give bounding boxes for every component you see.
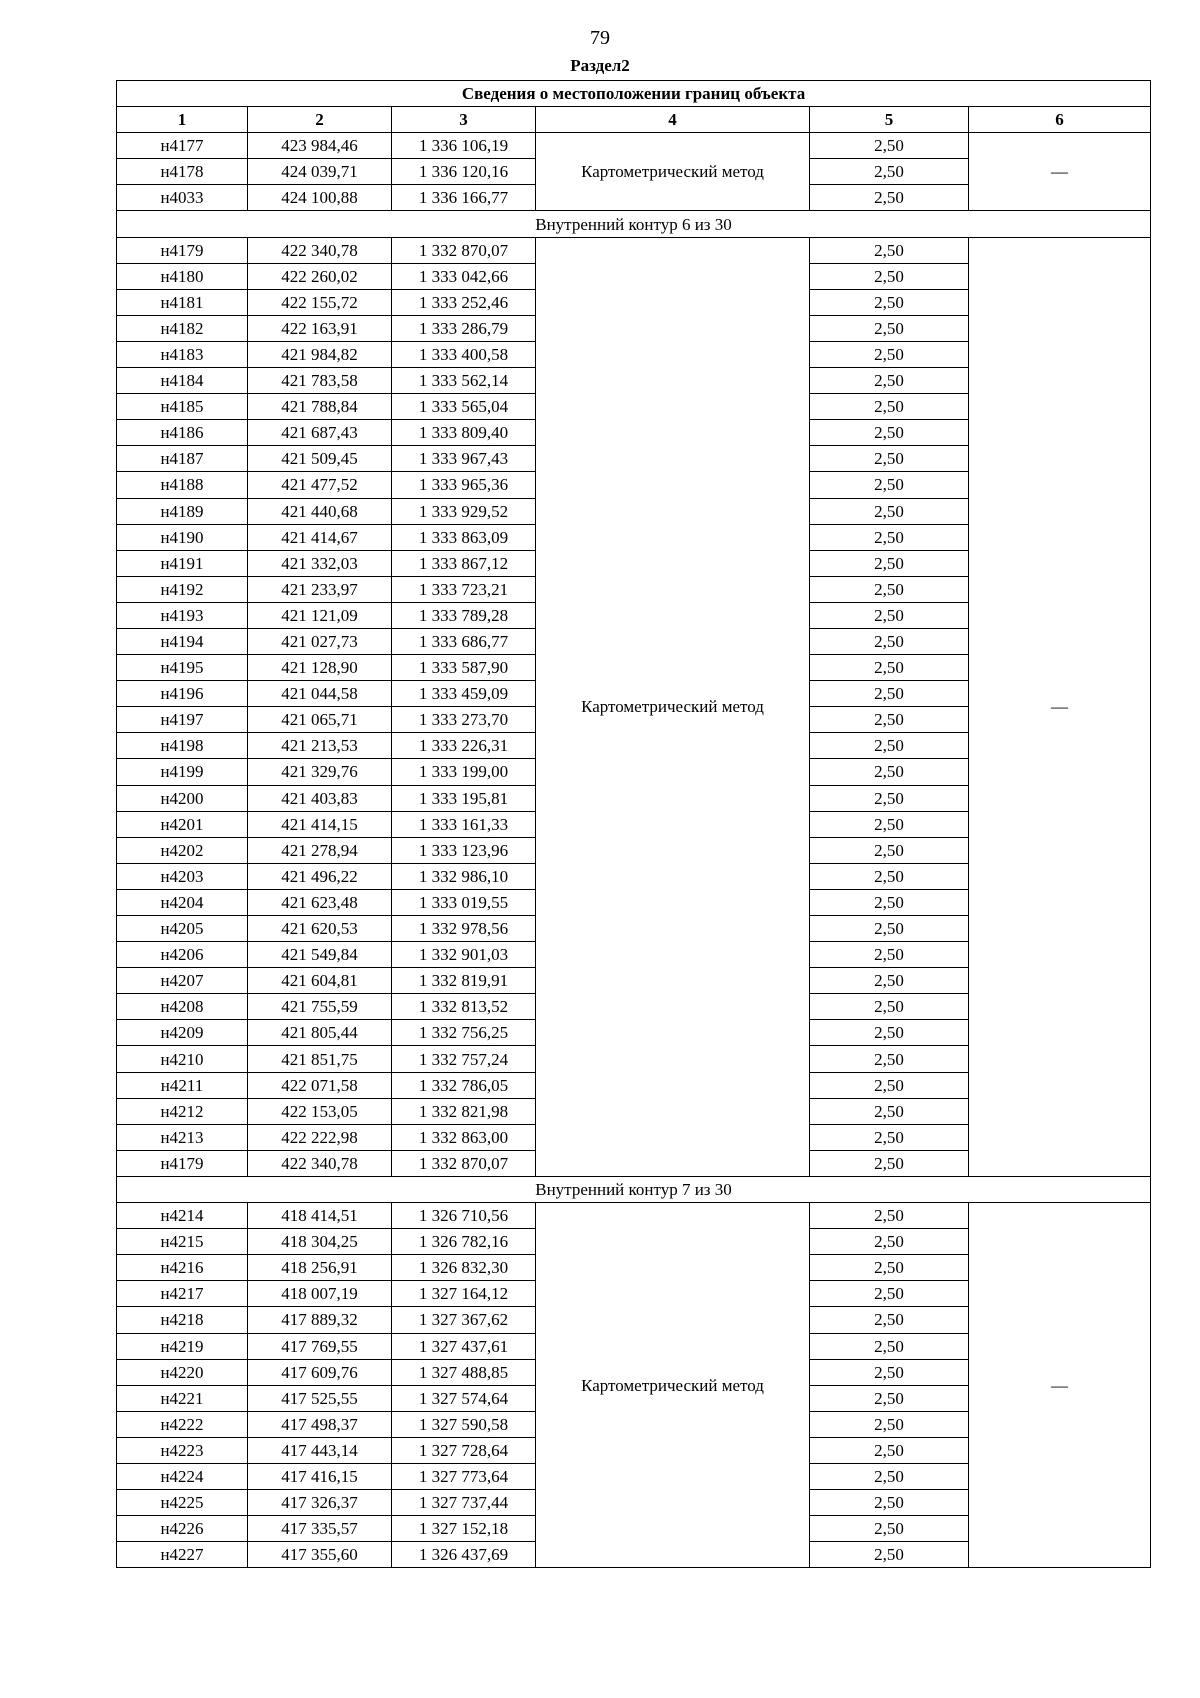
y-coordinate-cell: 1 333 400,58 [392, 341, 536, 367]
x-coordinate-cell: 422 222,98 [248, 1124, 392, 1150]
y-coordinate-cell: 1 333 686,77 [392, 628, 536, 654]
accuracy-cell: 2,50 [810, 707, 969, 733]
x-coordinate-cell: 421 687,43 [248, 420, 392, 446]
point-name-cell: н4182 [117, 315, 248, 341]
x-coordinate-cell: 417 355,60 [248, 1542, 392, 1568]
point-name-cell: н4186 [117, 420, 248, 446]
accuracy-cell: 2,50 [810, 916, 969, 942]
point-name-cell: н4197 [117, 707, 248, 733]
method-cell: Картометрический метод [536, 237, 810, 1176]
note-cell: — [969, 237, 1151, 1176]
accuracy-cell: 2,50 [810, 1098, 969, 1124]
column-header-1: 1 [117, 107, 248, 133]
accuracy-cell: 2,50 [810, 889, 969, 915]
column-header-3: 3 [392, 107, 536, 133]
x-coordinate-cell: 422 260,02 [248, 263, 392, 289]
point-name-cell: н4189 [117, 498, 248, 524]
table-body [117, 81, 1151, 1568]
point-name-cell: н4200 [117, 785, 248, 811]
x-coordinate-cell: 421 414,67 [248, 524, 392, 550]
x-coordinate-cell: 421 278,94 [248, 837, 392, 863]
x-coordinate-cell: 421 044,58 [248, 681, 392, 707]
point-name-cell: н4222 [117, 1411, 248, 1437]
point-name-cell: н4192 [117, 576, 248, 602]
accuracy-cell: 2,50 [810, 498, 969, 524]
x-coordinate-cell: 418 007,19 [248, 1281, 392, 1307]
x-coordinate-cell: 421 549,84 [248, 942, 392, 968]
point-name-cell: н4214 [117, 1203, 248, 1229]
accuracy-cell: 2,50 [810, 1072, 969, 1098]
accuracy-cell: 2,50 [810, 1333, 969, 1359]
y-coordinate-cell: 1 333 562,14 [392, 368, 536, 394]
x-coordinate-cell: 421 027,73 [248, 628, 392, 654]
accuracy-cell: 2,50 [810, 759, 969, 785]
y-coordinate-cell: 1 327 773,64 [392, 1463, 536, 1489]
point-name-cell: н4213 [117, 1124, 248, 1150]
accuracy-cell: 2,50 [810, 550, 969, 576]
point-name-cell: н4191 [117, 550, 248, 576]
method-cell: Картометрический метод [536, 1203, 810, 1568]
x-coordinate-cell: 424 100,88 [248, 185, 392, 211]
y-coordinate-cell: 1 332 870,07 [392, 1150, 536, 1176]
point-name-cell: н4204 [117, 889, 248, 915]
page-number: 79 [590, 27, 610, 49]
column-header-row [117, 107, 1151, 133]
y-coordinate-cell: 1 327 737,44 [392, 1490, 536, 1516]
accuracy-cell: 2,50 [810, 263, 969, 289]
point-name-cell: н4180 [117, 263, 248, 289]
table-caption: Сведения о местоположении границ объекта [117, 81, 1151, 107]
point-name-cell: н4177 [117, 133, 248, 159]
point-name-cell: н4226 [117, 1516, 248, 1542]
point-name-cell: н4187 [117, 446, 248, 472]
point-name-cell: н4225 [117, 1490, 248, 1516]
x-coordinate-cell: 422 071,58 [248, 1072, 392, 1098]
x-coordinate-cell: 417 443,14 [248, 1437, 392, 1463]
x-coordinate-cell: 422 340,78 [248, 237, 392, 263]
x-coordinate-cell: 423 984,46 [248, 133, 392, 159]
accuracy-cell: 2,50 [810, 133, 969, 159]
point-name-cell: н4207 [117, 968, 248, 994]
y-coordinate-cell: 1 333 199,00 [392, 759, 536, 785]
point-name-cell: н4203 [117, 863, 248, 889]
x-coordinate-cell: 421 440,68 [248, 498, 392, 524]
section-title: Раздел2 [570, 56, 630, 75]
x-coordinate-cell: 417 609,76 [248, 1359, 392, 1385]
accuracy-cell: 2,50 [810, 524, 969, 550]
y-coordinate-cell: 1 327 590,58 [392, 1411, 536, 1437]
x-coordinate-cell: 421 783,58 [248, 368, 392, 394]
accuracy-cell: 2,50 [810, 185, 969, 211]
point-name-cell: н4179 [117, 237, 248, 263]
caption-row [117, 81, 1151, 107]
y-coordinate-cell: 1 332 757,24 [392, 1046, 536, 1072]
accuracy-cell: 2,50 [810, 785, 969, 811]
y-coordinate-cell: 1 332 901,03 [392, 942, 536, 968]
x-coordinate-cell: 422 153,05 [248, 1098, 392, 1124]
point-name-cell: н4217 [117, 1281, 248, 1307]
y-coordinate-cell: 1 333 019,55 [392, 889, 536, 915]
y-coordinate-cell: 1 332 786,05 [392, 1072, 536, 1098]
point-name-cell: н4190 [117, 524, 248, 550]
accuracy-cell: 2,50 [810, 446, 969, 472]
point-name-cell: н4223 [117, 1437, 248, 1463]
column-header-5: 5 [810, 107, 969, 133]
x-coordinate-cell: 421 065,71 [248, 707, 392, 733]
point-name-cell: н4178 [117, 159, 248, 185]
x-coordinate-cell: 421 805,44 [248, 1020, 392, 1046]
y-coordinate-cell: 1 333 161,33 [392, 811, 536, 837]
x-coordinate-cell: 422 340,78 [248, 1150, 392, 1176]
x-coordinate-cell: 421 851,75 [248, 1046, 392, 1072]
x-coordinate-cell: 421 788,84 [248, 394, 392, 420]
x-coordinate-cell: 417 335,57 [248, 1516, 392, 1542]
x-coordinate-cell: 418 414,51 [248, 1203, 392, 1229]
accuracy-cell: 2,50 [810, 942, 969, 968]
note-cell: — [969, 133, 1151, 211]
y-coordinate-cell: 1 326 782,16 [392, 1229, 536, 1255]
y-coordinate-cell: 1 333 286,79 [392, 315, 536, 341]
y-coordinate-cell: 1 333 565,04 [392, 394, 536, 420]
x-coordinate-cell: 422 163,91 [248, 315, 392, 341]
y-coordinate-cell: 1 332 821,98 [392, 1098, 536, 1124]
y-coordinate-cell: 1 333 123,96 [392, 837, 536, 863]
accuracy-cell: 2,50 [810, 420, 969, 446]
point-name-cell: н4196 [117, 681, 248, 707]
y-coordinate-cell: 1 333 809,40 [392, 420, 536, 446]
accuracy-cell: 2,50 [810, 1463, 969, 1489]
point-name-cell: н4218 [117, 1307, 248, 1333]
y-coordinate-cell: 1 333 863,09 [392, 524, 536, 550]
y-coordinate-cell: 1 333 965,36 [392, 472, 536, 498]
x-coordinate-cell: 421 623,48 [248, 889, 392, 915]
point-name-cell: н4210 [117, 1046, 248, 1072]
y-coordinate-cell: 1 333 252,46 [392, 289, 536, 315]
table-row [117, 133, 1151, 159]
x-coordinate-cell: 421 984,82 [248, 341, 392, 367]
y-coordinate-cell: 1 332 978,56 [392, 916, 536, 942]
point-name-cell: н4220 [117, 1359, 248, 1385]
accuracy-cell: 2,50 [810, 341, 969, 367]
accuracy-cell: 2,50 [810, 289, 969, 315]
y-coordinate-cell: 1 333 459,09 [392, 681, 536, 707]
contour-title-row [117, 1176, 1151, 1202]
point-name-cell: н4221 [117, 1385, 248, 1411]
x-coordinate-cell: 417 498,37 [248, 1411, 392, 1437]
accuracy-cell: 2,50 [810, 655, 969, 681]
y-coordinate-cell: 1 333 867,12 [392, 550, 536, 576]
accuracy-cell: 2,50 [810, 811, 969, 837]
y-coordinate-cell: 1 332 756,25 [392, 1020, 536, 1046]
accuracy-cell: 2,50 [810, 472, 969, 498]
y-coordinate-cell: 1 326 710,56 [392, 1203, 536, 1229]
table-row [117, 237, 1151, 263]
point-name-cell: н4194 [117, 628, 248, 654]
x-coordinate-cell: 417 416,15 [248, 1463, 392, 1489]
column-header-4: 4 [536, 107, 810, 133]
y-coordinate-cell: 1 333 723,21 [392, 576, 536, 602]
accuracy-cell: 2,50 [810, 1229, 969, 1255]
y-coordinate-cell: 1 333 929,52 [392, 498, 536, 524]
x-coordinate-cell: 421 128,90 [248, 655, 392, 681]
x-coordinate-cell: 421 477,52 [248, 472, 392, 498]
accuracy-cell: 2,50 [810, 733, 969, 759]
point-name-cell: н4219 [117, 1333, 248, 1359]
column-header-6: 6 [969, 107, 1151, 133]
x-coordinate-cell: 422 155,72 [248, 289, 392, 315]
x-coordinate-cell: 417 889,32 [248, 1307, 392, 1333]
accuracy-cell: 2,50 [810, 1359, 969, 1385]
point-name-cell: н4227 [117, 1542, 248, 1568]
accuracy-cell: 2,50 [810, 1516, 969, 1542]
table-row [117, 1203, 1151, 1229]
method-cell: Картометрический метод [536, 133, 810, 211]
x-coordinate-cell: 418 304,25 [248, 1229, 392, 1255]
accuracy-cell: 2,50 [810, 1020, 969, 1046]
y-coordinate-cell: 1 332 870,07 [392, 237, 536, 263]
point-name-cell: н4215 [117, 1229, 248, 1255]
point-name-cell: н4208 [117, 994, 248, 1020]
point-name-cell: н4212 [117, 1098, 248, 1124]
accuracy-cell: 2,50 [810, 1437, 969, 1463]
x-coordinate-cell: 421 329,76 [248, 759, 392, 785]
x-coordinate-cell: 421 233,97 [248, 576, 392, 602]
x-coordinate-cell: 421 496,22 [248, 863, 392, 889]
point-name-cell: н4179 [117, 1150, 248, 1176]
y-coordinate-cell: 1 327 164,12 [392, 1281, 536, 1307]
x-coordinate-cell: 418 256,91 [248, 1255, 392, 1281]
point-name-cell: н4211 [117, 1072, 248, 1098]
x-coordinate-cell: 421 332,03 [248, 550, 392, 576]
point-name-cell: н4205 [117, 916, 248, 942]
point-name-cell: н4209 [117, 1020, 248, 1046]
point-name-cell: н4185 [117, 394, 248, 420]
y-coordinate-cell: 1 333 789,28 [392, 602, 536, 628]
point-name-cell: н4193 [117, 602, 248, 628]
x-coordinate-cell: 424 039,71 [248, 159, 392, 185]
x-coordinate-cell: 421 213,53 [248, 733, 392, 759]
point-name-cell: н4202 [117, 837, 248, 863]
x-coordinate-cell: 421 509,45 [248, 446, 392, 472]
accuracy-cell: 2,50 [810, 368, 969, 394]
point-name-cell: н4033 [117, 185, 248, 211]
y-coordinate-cell: 1 333 042,66 [392, 263, 536, 289]
y-coordinate-cell: 1 332 863,00 [392, 1124, 536, 1150]
accuracy-cell: 2,50 [810, 1307, 969, 1333]
point-name-cell: н4198 [117, 733, 248, 759]
accuracy-cell: 2,50 [810, 602, 969, 628]
accuracy-cell: 2,50 [810, 237, 969, 263]
accuracy-cell: 2,50 [810, 159, 969, 185]
accuracy-cell: 2,50 [810, 1150, 969, 1176]
point-name-cell: н4201 [117, 811, 248, 837]
x-coordinate-cell: 417 769,55 [248, 1333, 392, 1359]
x-coordinate-cell: 421 755,59 [248, 994, 392, 1020]
accuracy-cell: 2,50 [810, 1385, 969, 1411]
accuracy-cell: 2,50 [810, 1124, 969, 1150]
accuracy-cell: 2,50 [810, 1255, 969, 1281]
accuracy-cell: 2,50 [810, 576, 969, 602]
point-name-cell: н4216 [117, 1255, 248, 1281]
x-coordinate-cell: 421 403,83 [248, 785, 392, 811]
point-name-cell: н4188 [117, 472, 248, 498]
y-coordinate-cell: 1 333 195,81 [392, 785, 536, 811]
y-coordinate-cell: 1 327 728,64 [392, 1437, 536, 1463]
y-coordinate-cell: 1 327 152,18 [392, 1516, 536, 1542]
y-coordinate-cell: 1 327 574,64 [392, 1385, 536, 1411]
boundary-coordinates-table [116, 80, 1151, 1568]
x-coordinate-cell: 417 525,55 [248, 1385, 392, 1411]
point-name-cell: н4224 [117, 1463, 248, 1489]
accuracy-cell: 2,50 [810, 1203, 969, 1229]
point-name-cell: н4199 [117, 759, 248, 785]
point-name-cell: н4206 [117, 942, 248, 968]
contour-title: Внутренний контур 6 из 30 [117, 211, 1151, 237]
y-coordinate-cell: 1 327 488,85 [392, 1359, 536, 1385]
accuracy-cell: 2,50 [810, 994, 969, 1020]
y-coordinate-cell: 1 336 166,77 [392, 185, 536, 211]
accuracy-cell: 2,50 [810, 1411, 969, 1437]
point-name-cell: н4195 [117, 655, 248, 681]
accuracy-cell: 2,50 [810, 1281, 969, 1307]
y-coordinate-cell: 1 333 587,90 [392, 655, 536, 681]
y-coordinate-cell: 1 326 832,30 [392, 1255, 536, 1281]
y-coordinate-cell: 1 332 813,52 [392, 994, 536, 1020]
y-coordinate-cell: 1 336 120,16 [392, 159, 536, 185]
accuracy-cell: 2,50 [810, 1046, 969, 1072]
column-header-2: 2 [248, 107, 392, 133]
x-coordinate-cell: 421 620,53 [248, 916, 392, 942]
accuracy-cell: 2,50 [810, 837, 969, 863]
point-name-cell: н4183 [117, 341, 248, 367]
y-coordinate-cell: 1 332 986,10 [392, 863, 536, 889]
y-coordinate-cell: 1 336 106,19 [392, 133, 536, 159]
contour-title: Внутренний контур 7 из 30 [117, 1176, 1151, 1202]
y-coordinate-cell: 1 333 226,31 [392, 733, 536, 759]
x-coordinate-cell: 421 604,81 [248, 968, 392, 994]
accuracy-cell: 2,50 [810, 863, 969, 889]
y-coordinate-cell: 1 326 437,69 [392, 1542, 536, 1568]
point-name-cell: н4181 [117, 289, 248, 315]
x-coordinate-cell: 417 326,37 [248, 1490, 392, 1516]
x-coordinate-cell: 421 414,15 [248, 811, 392, 837]
point-name-cell: н4184 [117, 368, 248, 394]
contour-title-row [117, 211, 1151, 237]
accuracy-cell: 2,50 [810, 315, 969, 341]
accuracy-cell: 2,50 [810, 628, 969, 654]
note-cell: — [969, 1203, 1151, 1568]
accuracy-cell: 2,50 [810, 1542, 969, 1568]
y-coordinate-cell: 1 332 819,91 [392, 968, 536, 994]
x-coordinate-cell: 421 121,09 [248, 602, 392, 628]
y-coordinate-cell: 1 333 967,43 [392, 446, 536, 472]
accuracy-cell: 2,50 [810, 394, 969, 420]
accuracy-cell: 2,50 [810, 968, 969, 994]
y-coordinate-cell: 1 327 437,61 [392, 1333, 536, 1359]
accuracy-cell: 2,50 [810, 681, 969, 707]
y-coordinate-cell: 1 333 273,70 [392, 707, 536, 733]
accuracy-cell: 2,50 [810, 1490, 969, 1516]
y-coordinate-cell: 1 327 367,62 [392, 1307, 536, 1333]
